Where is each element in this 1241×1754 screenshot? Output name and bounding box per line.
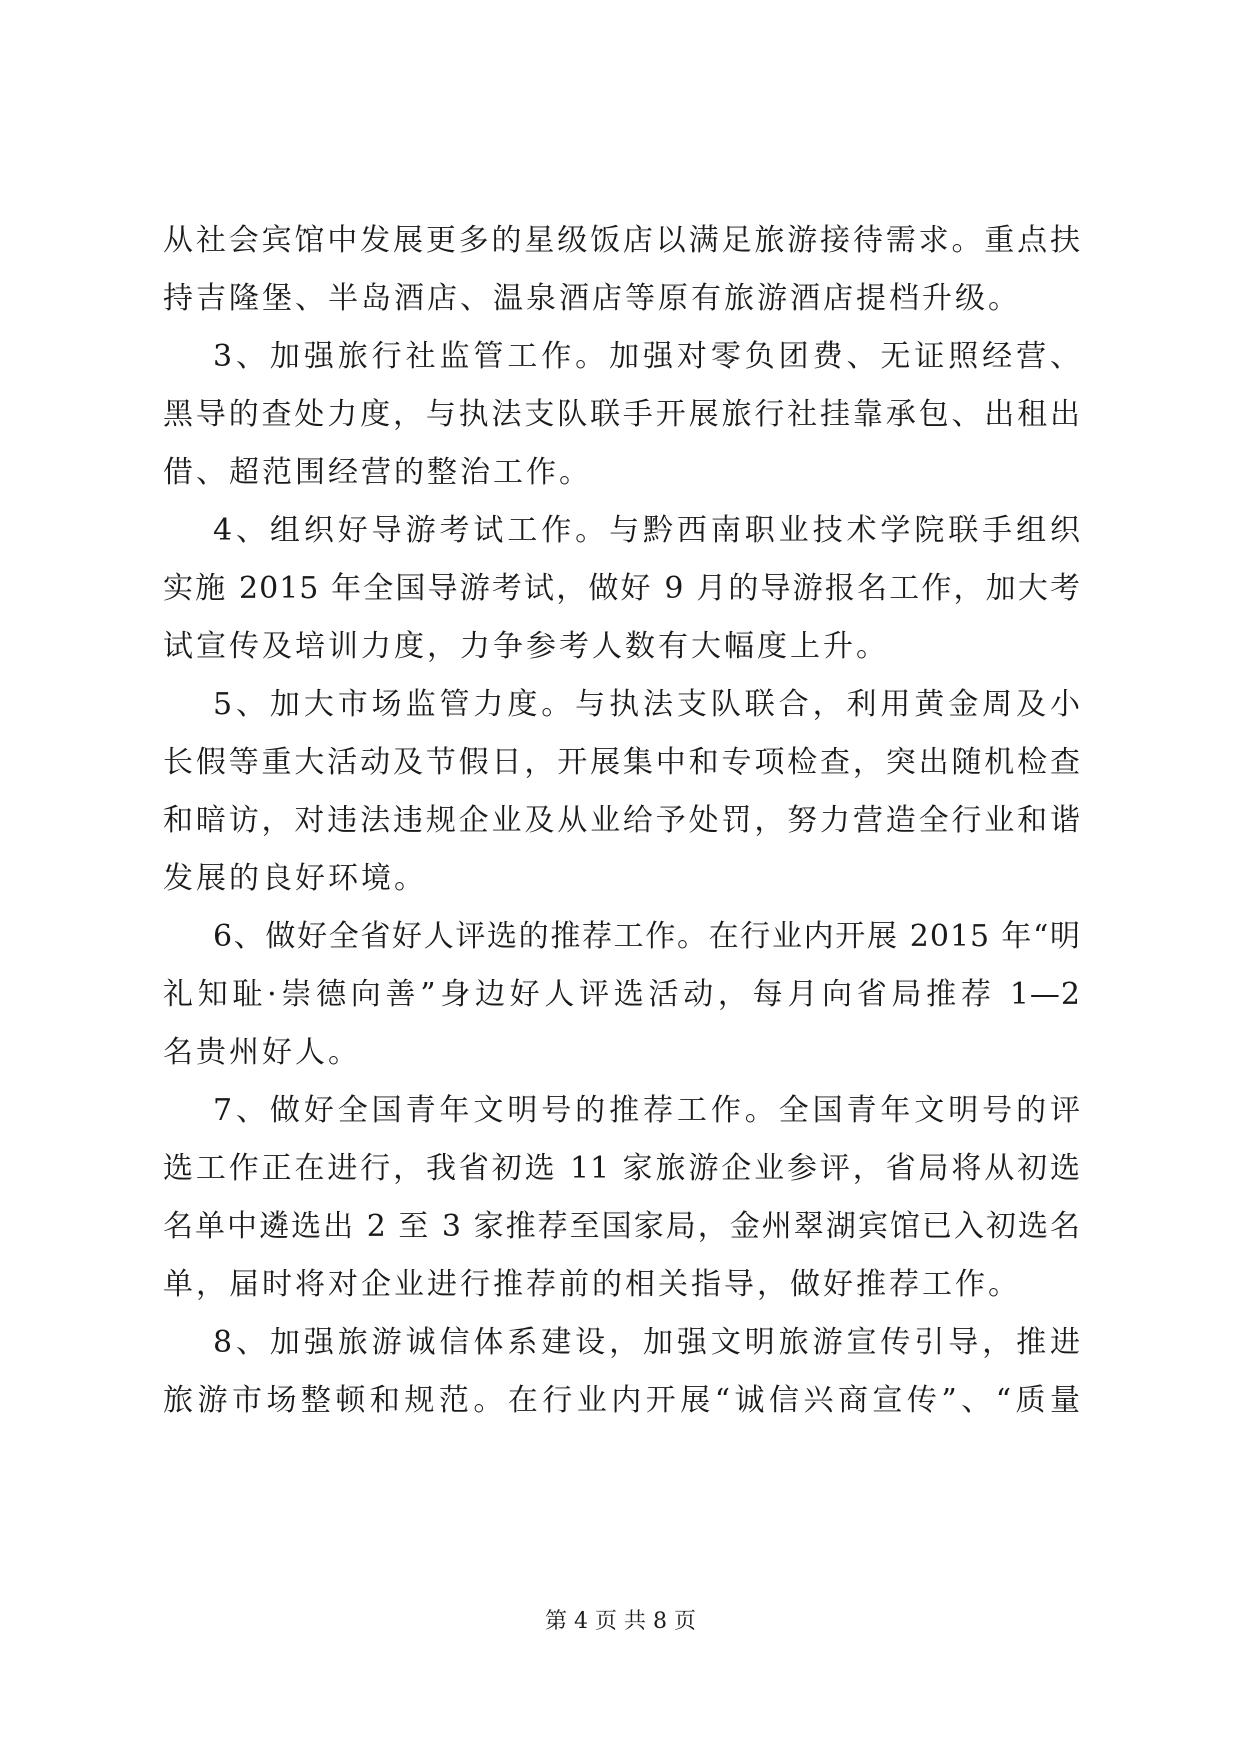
text-line: 长假等重大活动及节假日，开展集中和专项检查，突出随机检查 <box>163 745 1081 780</box>
text-line: 试宣传及培训力度，力争参考人数有大幅度上升。 <box>163 629 889 664</box>
text-line: 实施 2015 年全国导游考试，做好 9 月的导游报名工作，加大考 <box>163 571 1081 606</box>
text-line: 从社会宾馆中发展更多的星级饭店以满足旅游接待需求。重点扶 <box>163 223 1081 258</box>
text-line: 5、加大市场监管力度。与执法支队联合，利用黄金周及小 <box>213 687 1081 722</box>
page-number-footer: 第 4 页 共 8 页 <box>545 1609 696 1634</box>
text-line: 旅游市场整顿和规范。在行业内开展“诚信兴商宣传”、“质量 <box>163 1383 1081 1418</box>
text-line: 借、超范围经营的整治工作。 <box>163 455 592 490</box>
text-line: 7、做好全国青年文明号的推荐工作。全国青年文明号的评 <box>213 1093 1081 1128</box>
text-line: 持吉隆堡、半岛酒店、温泉酒店等原有旅游酒店提档升级。 <box>163 281 1021 316</box>
text-line: 3、加强旅行社监管工作。加强对零负团费、无证照经营、 <box>213 339 1081 374</box>
text-line: 礼知耻·崇德向善”身边好人评选活动，每月向省局推荐 1—2 <box>163 977 1081 1012</box>
text-line: 6、做好全省好人评选的推荐工作。在行业内开展 2015 年“明 <box>213 919 1081 954</box>
text-line: 8、加强旅游诚信体系建设，加强文明旅游宣传引导，推进 <box>213 1325 1081 1360</box>
text-line: 和暗访，对违法违规企业及从业给予处罚，努力营造全行业和谐 <box>163 803 1081 838</box>
text-line: 选工作正在进行，我省初选 11 家旅游企业参评，省局将从初选 <box>163 1151 1081 1186</box>
text-line: 4、组织好导游考试工作。与黔西南职业技术学院联手组织 <box>213 513 1081 548</box>
text-line: 名单中遴选出 2 至 3 家推荐至国家局，金州翠湖宾馆已入初选名 <box>163 1209 1081 1244</box>
text-line: 单，届时将对企业进行推荐前的相关指导，做好推荐工作。 <box>163 1267 1021 1302</box>
text-line: 发展的良好环境。 <box>163 861 427 896</box>
text-line: 黑导的查处力度，与执法支队联手开展旅行社挂靠承包、出租出 <box>163 397 1081 432</box>
text-line: 名贵州好人。 <box>163 1035 361 1070</box>
